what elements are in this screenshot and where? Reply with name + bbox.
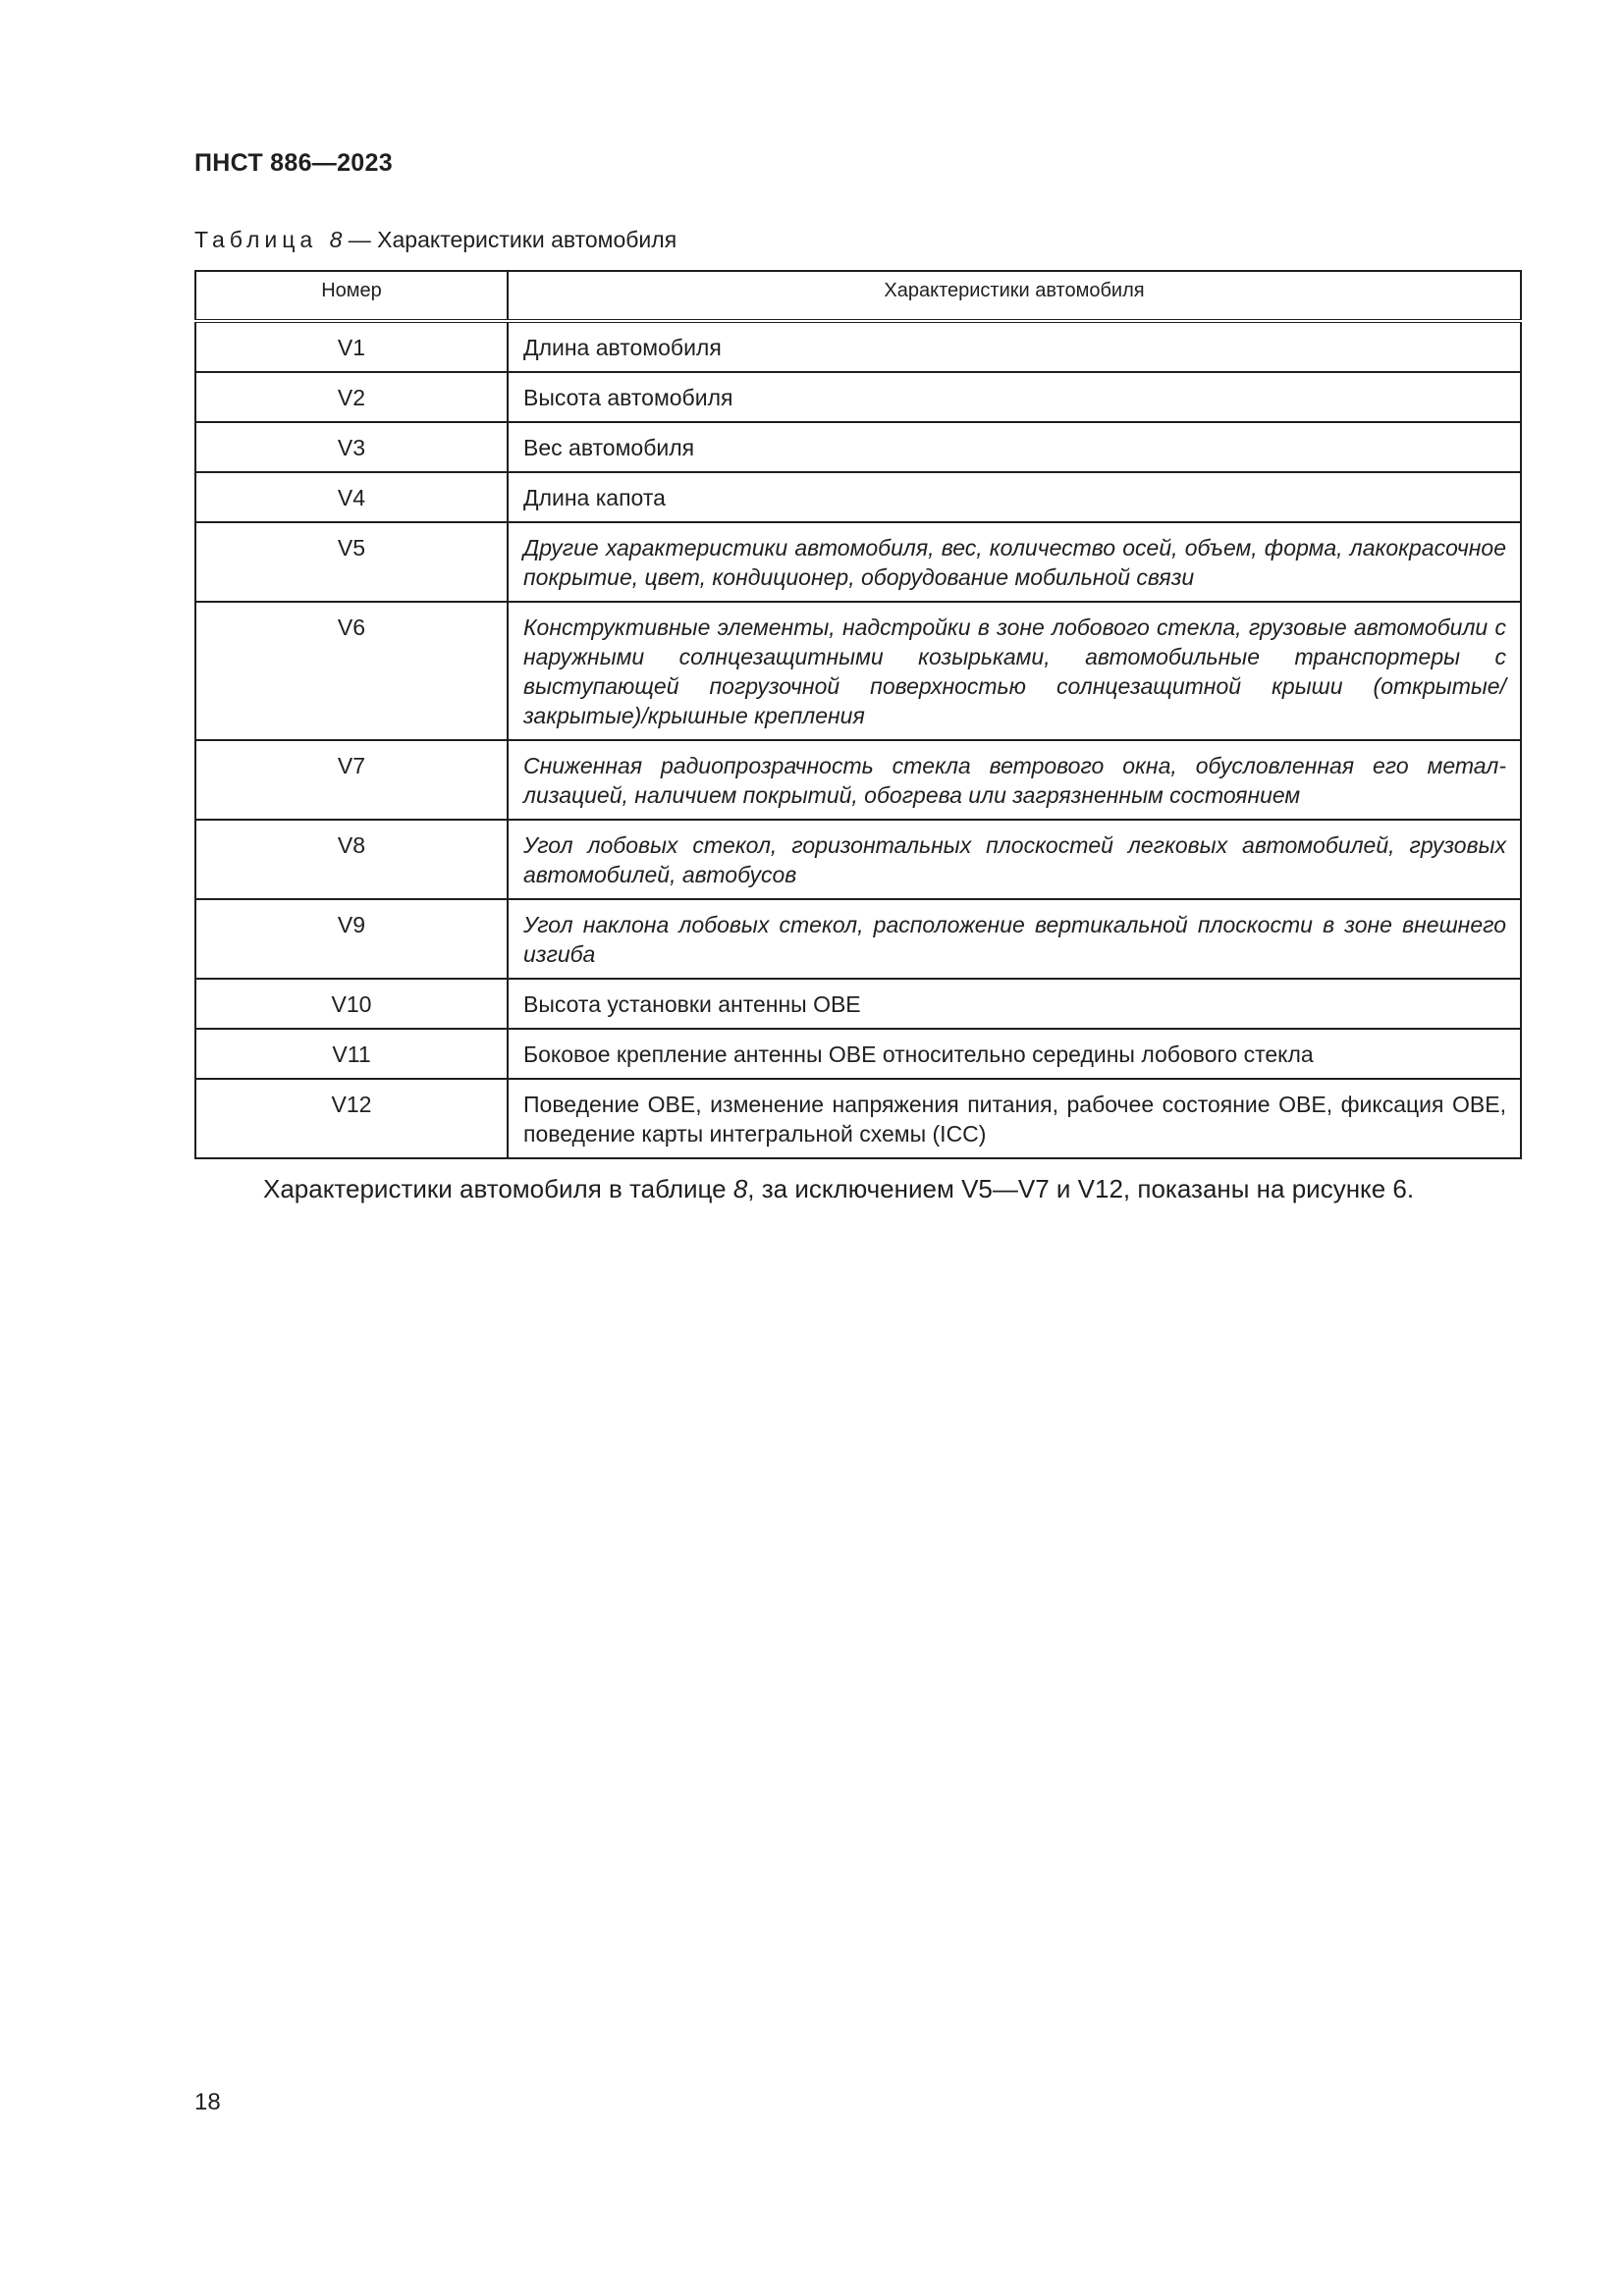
row-description: Другие характеристики автомобиля, вес, количество осей, объем, форма, лакокрасочное покрытие, цвет, кондиционер, оборудование мобильной связи [508,522,1521,602]
row-id: V6 [195,602,508,740]
table-caption-title: — Характеристики автомобиля [348,227,677,252]
table-row [195,522,1521,602]
table-row [195,820,1521,899]
table-row [195,979,1521,1029]
row-description: Сниженная радиопрозрачность стекла ветрового окна, обусловленная его металлизацией, наличием покрытий, обогрева или загрязненным состоянием [508,740,1521,820]
row-id: V2 [195,372,508,422]
row-id: V7 [195,740,508,820]
row-description: Вес автомобиля [508,422,1521,472]
row-id: V11 [195,1029,508,1079]
row-description: Угол лобовых стекол, горизонтальных плоскостей легковых автомобилей, грузовых автомобилей, автобусов [508,820,1521,899]
vehicle-characteristics-table [194,270,1522,1159]
column-header-characteristics: Характеристики автомобиля [508,271,1521,321]
row-id: V5 [195,522,508,602]
table-row [195,740,1521,820]
table-row [195,321,1521,372]
paragraph-text-start: Характеристики автомобиля в таблице [263,1174,733,1203]
column-header-number: Номер [195,271,508,321]
row-id: V12 [195,1079,508,1158]
row-description: Конструктивные элементы, надстройки в зоне лобового стекла, грузовые автомобили с наружными солнцезащитными козырьками, автомобильные транспортеры с выступающей погрузочной поверхностью солнцезащитной крыши (открытые/закрытые)/крышные крепления [508,602,1521,740]
row-id: V3 [195,422,508,472]
table-reference-number: 8 [732,1174,748,1203]
row-description: Боковое крепление антенны OBE относительно середины лобового стекла [508,1029,1521,1079]
table-caption-prefix: Таблица [194,227,318,252]
table-row [195,602,1521,740]
table-caption [194,227,677,253]
row-description: Высота установки антенны OBE [508,979,1521,1029]
row-id: V4 [195,472,508,522]
row-id: V1 [195,321,508,372]
table-header-row [195,271,1521,321]
figure-reference-paragraph [263,1174,1530,1204]
table-row [195,1029,1521,1079]
page-number: 18 [194,2089,221,2115]
table-row [195,899,1521,979]
row-id: V9 [195,899,508,979]
table-row [195,372,1521,422]
row-description: Длина капота [508,472,1521,522]
table-caption-number: 8 [329,227,343,252]
paragraph-text-end: , за исключением V5—V7 и V12, показаны на рисунке 6. [747,1174,1415,1203]
document-code: ПНСТ 886—2023 [194,149,393,177]
row-id: V10 [195,979,508,1029]
row-description: Длина автомобиля [508,321,1521,372]
row-description: Поведение OBE, изменение напряжения питания, рабочее состояние OBE, фиксация OBE, поведение карты интегральной схемы (ICC) [508,1079,1521,1158]
table-row [195,422,1521,472]
table-row [195,1079,1521,1158]
table-row [195,472,1521,522]
row-id: V8 [195,820,508,899]
row-description: Угол наклона лобовых стекол, расположение вертикальной плоскости в зоне внешнего изгиба [508,899,1521,979]
row-description: Высота автомобиля [508,372,1521,422]
